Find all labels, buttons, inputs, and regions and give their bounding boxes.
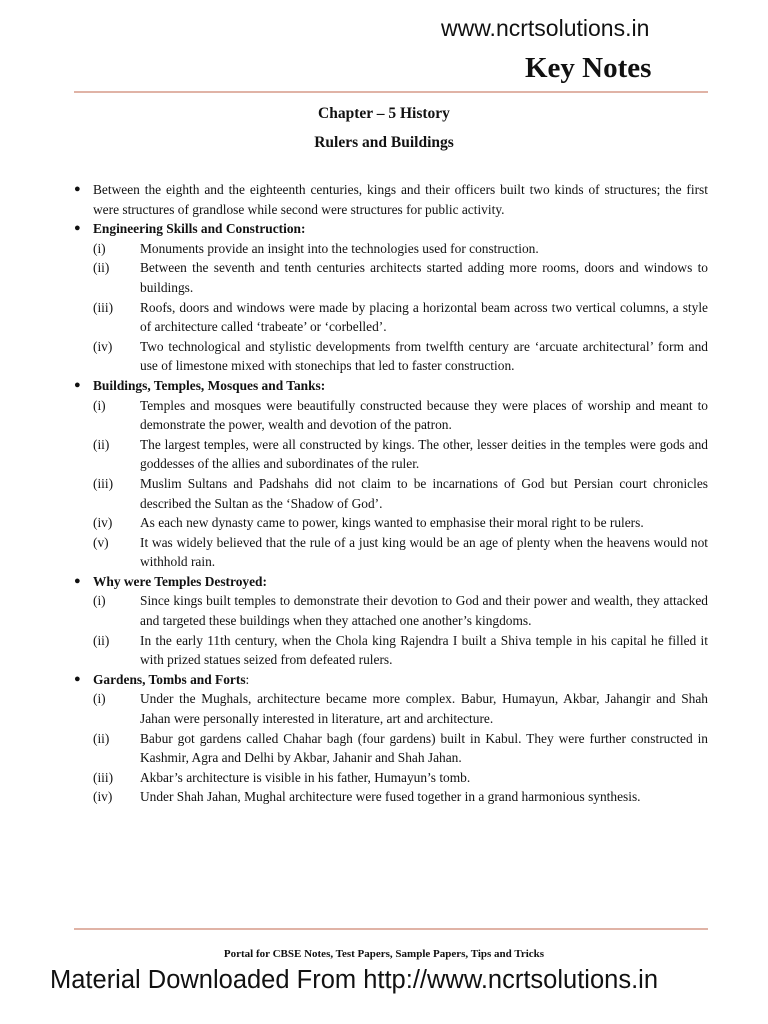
list-item [93, 239, 708, 259]
item-text: In the early 11th century, when the Chola king Rajendra I built a Shiva temple in his capital he filled it with prized statues seized from defeated rulers. [140, 632, 708, 668]
section-heading: Gardens, Tombs and Forts [93, 671, 246, 687]
item-number: (i) [93, 691, 106, 707]
bullet-icon: ● [74, 222, 81, 235]
item-text: Under Shah Jahan, Mughal architecture were fused together in a grand harmonious synthesis. [140, 789, 641, 805]
list-item [93, 631, 708, 670]
item-number: (ii) [93, 260, 110, 276]
list-item [93, 258, 708, 297]
heading-suffix: : [245, 671, 250, 687]
list-item [93, 689, 708, 728]
item-number: (iv) [93, 338, 113, 354]
list-item [93, 729, 708, 768]
item-text: Monuments provide an insight into the technologies used for construction. [140, 240, 539, 256]
item-text: As each new dynasty came to power, kings wanted to emphasise their moral right to be rulers. [140, 515, 644, 531]
list-item [93, 298, 708, 337]
item-text: Akbar’s architecture is visible in his father, Humayun’s tomb. [140, 769, 471, 785]
item-text: Two technological and stylistic developments from twelfth century are ‘arcuate architectural’ form and use of limestone mixed with stonechips that led to faster construction. [140, 338, 708, 374]
footer-divider [74, 928, 708, 930]
header-divider [74, 91, 708, 93]
list-item [93, 768, 708, 788]
section-gardens [74, 670, 708, 807]
item-text: Muslim Sultans and Padshahs did not claim to be incarnations of God but Persian court chronicles described the Sultan as the ‘Shadow of God’. [140, 475, 708, 511]
list-item [93, 513, 708, 533]
list-item [93, 396, 708, 435]
item-number: (ii) [93, 632, 110, 648]
bullet-icon: ● [74, 574, 81, 587]
list-item [93, 533, 708, 572]
footer-note: Portal for CBSE Notes, Test Papers, Sample Papers, Tips and Tricks [223, 948, 545, 960]
item-text: It was widely believed that the rule of a just king would be an age of plenty when the heavens would not withhold rain. [140, 534, 708, 570]
site-url: www.ncrtsolutions.in [441, 15, 650, 41]
intro-section [74, 180, 708, 219]
item-text: Since kings built temples to demonstrate their devotion to God and their power and wealth, they attacked and targeted these buildings when they attached one another’s kingdoms. [140, 593, 708, 629]
list-item [93, 787, 708, 807]
bullet-icon: ● [74, 672, 81, 685]
item-text: Temples and mosques were beautifully constructed because they were places of worship and meant to demonstrate the power, wealth and devotion of the patron. [140, 397, 708, 433]
notes-content [74, 180, 708, 807]
page-title: Key Notes [525, 52, 652, 84]
item-number: (iv) [93, 515, 113, 531]
item-text: Between the seventh and tenth centuries architects started adding more rooms, doors and windows to buildings. [140, 260, 708, 295]
item-text: Under the Mughals, architecture became more complex. Babur, Humayun, Akbar, Jahangir and Shah Jahan were personally interested in literature, art and architecture. [140, 691, 708, 727]
item-number: (ii) [93, 730, 110, 746]
chapter-heading: Chapter – 5 History [318, 105, 450, 122]
item-text: The largest temples, were all constructed by kings. The other, lesser deities in the temples were gods and goddesses of the allies and subordinates of the ruler. [140, 436, 708, 472]
section-heading-wrap [93, 670, 708, 690]
item-number: (i) [93, 593, 106, 609]
section-heading: Why were Temples Destroyed: [93, 573, 267, 589]
section-buildings [74, 376, 708, 572]
item-number: (iii) [93, 299, 114, 315]
list-item [93, 474, 708, 513]
bullet-icon: ● [74, 183, 81, 195]
item-text: Roofs, doors and windows were made by placing a horizontal beam across two vertical columns, a style of architecture called ‘trabeate’ or ‘corbelled’. [140, 299, 708, 335]
item-number: (ii) [93, 436, 110, 452]
list-item [93, 591, 708, 630]
item-number: (iii) [93, 475, 114, 491]
item-number: (i) [93, 240, 106, 256]
item-number: (iii) [93, 769, 114, 785]
item-number: (v) [93, 534, 109, 550]
bullet-icon: ● [74, 378, 81, 391]
section-heading: Buildings, Temples, Mosques and Tanks: [93, 377, 326, 393]
intro-paragraph: Between the eighth and the eighteenth centuries, kings and their officers built two kinds of structures; the first were structures of grandlose while second were structures for public activity. [93, 182, 708, 217]
chapter-subtitle: Rulers and Buildings [314, 134, 454, 151]
item-number: (i) [93, 397, 106, 413]
section-engineering [74, 219, 708, 376]
download-banner: Material Downloaded From http://www.ncrtsolutions.in [50, 966, 659, 994]
list-item [93, 337, 708, 376]
list-item [93, 435, 708, 474]
item-text: Babur got gardens called Chahar bagh (four gardens) built in Kabul. They were further constructed in Kashmir, Agra and Delhi by Akbar, Jahanir and Shah Jahan. [140, 730, 708, 766]
section-temples-destroyed [74, 572, 708, 670]
section-heading: Engineering Skills and Construction: [93, 221, 306, 237]
item-number: (iv) [93, 789, 113, 805]
